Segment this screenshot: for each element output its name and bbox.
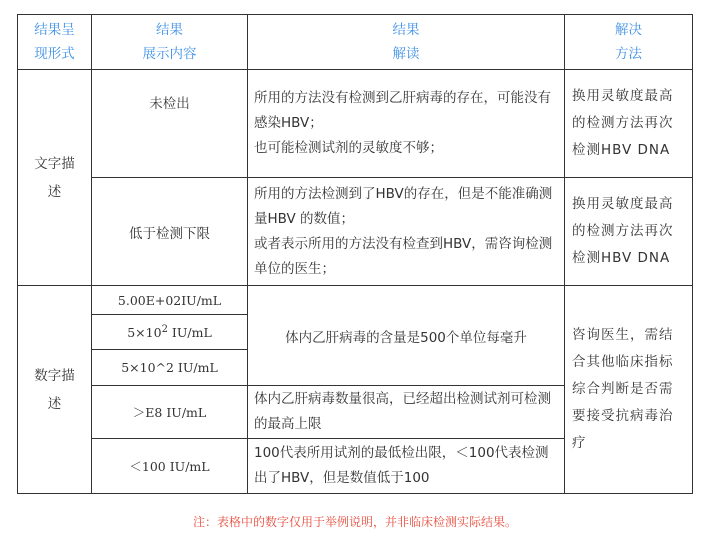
header-row xyxy=(18,15,693,70)
interp-below-limit-1: 所用的方法检测到了HBV的存在，但是不能准确测量HBV 的数值； xyxy=(254,185,553,227)
value-scientific: 5.00E+02IU/mL xyxy=(92,286,248,315)
interp-not-detected xyxy=(248,70,565,178)
interp-below-limit xyxy=(248,178,565,286)
value-superscript xyxy=(92,315,248,350)
header-interpretation xyxy=(248,15,565,70)
group-label-numeric-line2: 述 xyxy=(47,395,62,412)
header-solution-line1: 解决 xyxy=(615,22,642,38)
header-content-line1: 结果 xyxy=(156,22,183,38)
header-format-line1: 结果呈 xyxy=(34,22,75,38)
solution-not-detected: 换用灵敏度最高的检测方法再次检测HBV DNA xyxy=(565,70,693,178)
value-caret: 5×10^2 IU/mL xyxy=(92,350,248,386)
value-above-limit: ＞E8 IU/mL xyxy=(92,386,248,439)
table-row xyxy=(18,286,693,315)
value-below-100: ＜100 IU/mL xyxy=(92,439,248,494)
group-label-text-line1: 文字描 xyxy=(34,155,75,172)
value-superscript-exp: 2 xyxy=(161,323,168,335)
group-label-numeric xyxy=(18,286,92,494)
table-row xyxy=(18,70,693,178)
footnote: 注：表格中的数字仅用于举例说明，并非临床检测实际结果。 xyxy=(192,515,517,529)
interp-not-detected-1: 所用的方法没有检测到乙肝病毒的存在，可能没有感染HBV； xyxy=(254,90,551,131)
group-label-text-line2: 述 xyxy=(47,183,62,200)
header-content-line2: 展示内容 xyxy=(142,46,197,62)
header-interp-line2: 解读 xyxy=(392,46,420,62)
header-interp-line1: 结果 xyxy=(392,22,420,38)
content-below-limit: 低于检测下限 xyxy=(92,178,248,286)
value-superscript-base: 5×10 xyxy=(127,325,162,341)
hbv-result-table xyxy=(17,14,693,494)
value-superscript-unit: IU/mL xyxy=(171,325,212,341)
header-format xyxy=(18,15,92,70)
header-content xyxy=(92,15,248,70)
header-solution-line2: 方法 xyxy=(615,46,642,62)
header-format-line2: 现形式 xyxy=(34,46,75,62)
group-label-text xyxy=(18,70,92,286)
table-row xyxy=(18,178,693,286)
header-solution xyxy=(565,15,693,70)
interp-500: 体内乙肝病毒的含量是500个单位每毫升 xyxy=(248,286,565,386)
interp-not-detected-2: 也可能检测试剂的灵敏度不够； xyxy=(254,140,443,156)
interp-below-100: 100代表所用试剂的最低检出限，＜100代表检测出了HBV，但是数值低于100 xyxy=(248,439,565,494)
interp-below-limit-2: 或者表示所用的方法没有检查到HBV，需咨询检测单位的医生； xyxy=(254,235,553,277)
solution-consult: 咨询医生，需结合其他临床指标综合判断是否需要接受抗病毒治疗 xyxy=(565,286,693,494)
interp-above-limit: 体内乙肝病毒数量很高，已经超出检测试剂可检测的最高上限 xyxy=(248,386,565,439)
content-not-detected: 未检出 xyxy=(92,70,248,178)
group-label-numeric-line1: 数字描 xyxy=(34,367,75,384)
solution-below-limit: 换用灵敏度最高的检测方法再次检测HBV DNA xyxy=(565,178,693,286)
